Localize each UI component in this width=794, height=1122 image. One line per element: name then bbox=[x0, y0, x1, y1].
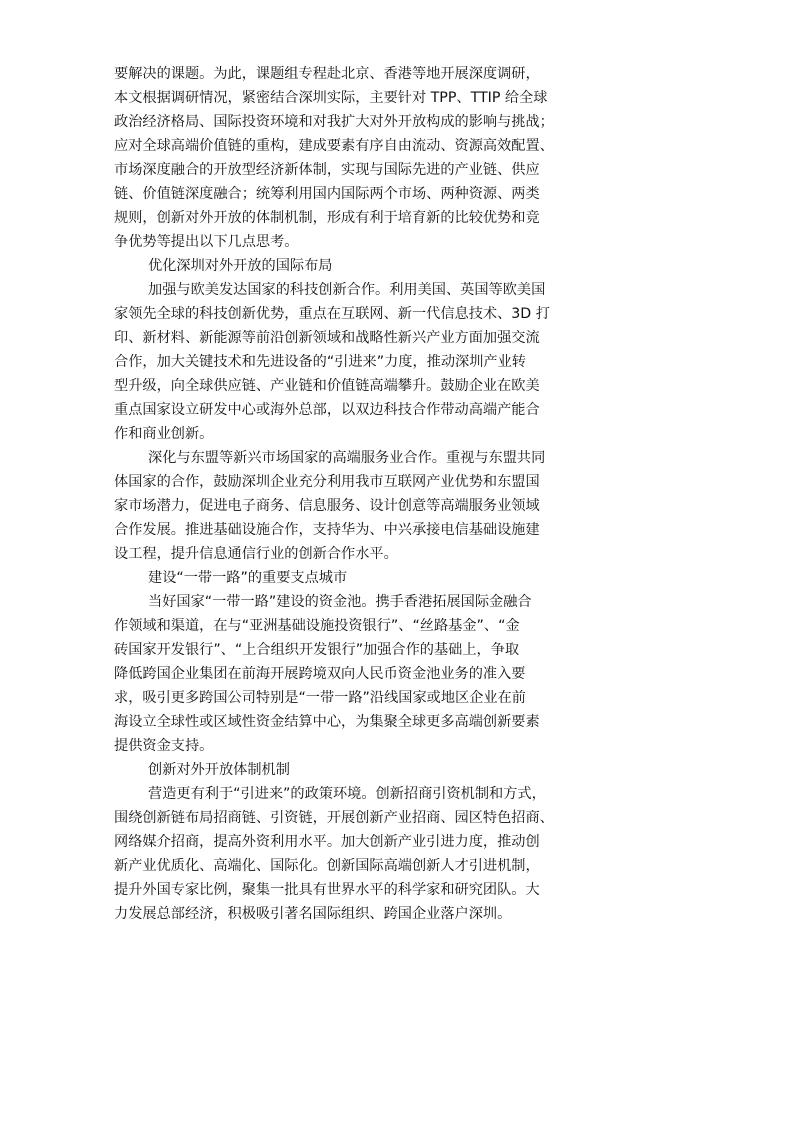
text-line: 家市场潜力，促进电子商务、信息服务、设计创意等高端服务业领域 bbox=[114, 498, 540, 514]
paragraph-start: 深化与东盟等新兴市场国家的高端服务业合作。重视与东盟共同 bbox=[148, 450, 546, 466]
text-line: 合作发展。推进基础设施合作，支持华为、中兴承接电信基础设施建 bbox=[114, 522, 540, 538]
text-line: 链、价值链深度融合；统筹利用国内国际两个市场、两种资源、两类 bbox=[114, 186, 540, 202]
text-line: 作领域和渠道，在与“亚洲基础设施投资银行”、“丝路基金”、“金 bbox=[114, 618, 520, 634]
paragraph-start: 营造更有利于“引进来”的政策环境。创新招商引资机制和方式， bbox=[148, 786, 546, 802]
text-line: 围绕创新链布局招商链、引资链，开展创新产业招商、园区特色招商、 bbox=[114, 810, 554, 826]
text-line: 作和商业创新。 bbox=[114, 426, 214, 442]
text-line: 网络媒介招商，提高外资利用水平。加大创新产业引进力度，推动创 bbox=[114, 834, 540, 850]
text-line: 提升外国专家比例，聚集一批具有世界水平的科学家和研究团队。大 bbox=[114, 882, 540, 898]
text-line: 家领先全球的科技创新优势，重点在互联网、新一代信息技术、3D 打 bbox=[114, 306, 550, 322]
text-line: 海设立全球性或区域性资金结算中心，为集聚全球更多高端创新要素 bbox=[114, 714, 540, 730]
section-heading: 建设“一带一路”的重要支点城市 bbox=[148, 570, 348, 586]
text-line: 降低跨国企业集团在前海开展跨境双向人民币资金池业务的准入要 bbox=[114, 666, 526, 682]
text-line: 应对全球高端价值链的重构，建成要素有序自由流动、资源高效配置、 bbox=[114, 138, 554, 154]
section-heading: 优化深圳对外开放的国际布局 bbox=[148, 258, 333, 274]
section-heading: 创新对外开放体制机制 bbox=[148, 762, 290, 778]
text-line: 市场深度融合的开放型经济新体制，实现与国际先进的产业链、供应 bbox=[114, 162, 540, 178]
paragraph-start: 加强与欧美发达国家的科技创新合作。利用美国、英国等欧美国 bbox=[148, 282, 546, 298]
text-line: 印、新材料、新能源等前沿创新领域和战略性新兴产业方面加强交流 bbox=[114, 330, 540, 346]
text-line: 新产业优质化、高端化、国际化。创新国际高端创新人才引进机制， bbox=[114, 858, 540, 874]
text-line: 重点国家设立研发中心或海外总部，以双边科技合作带动高端产能合 bbox=[114, 402, 540, 418]
text-line: 型升级，向全球供应链、产业链和价值链高端攀升。鼓励企业在欧美 bbox=[114, 378, 540, 394]
text-line: 体国家的合作，鼓励深圳企业充分利用我市互联网产业优势和东盟国 bbox=[114, 474, 540, 490]
text-line: 求，吸引更多跨国公司特别是“一带一路”沿线国家或地区企业在前 bbox=[114, 690, 526, 706]
text-line: 规则，创新对外开放的体制机制，形成有利于培育新的比较优势和竞 bbox=[114, 210, 540, 226]
text-line: 争优势等提出以下几点思考。 bbox=[114, 234, 299, 250]
text-line: 合作，加大关键技术和先进设备的“引进来”力度，推动深圳产业转 bbox=[114, 354, 526, 370]
document-body bbox=[114, 62, 554, 926]
text-line: 要解决的课题。为此，课题组专程赴北京、香港等地开展深度调研， bbox=[114, 66, 540, 82]
text-line: 政治经济格局、国际投资环境和对我扩大对外开放构成的影响与挑战； bbox=[114, 114, 554, 130]
text-line: 设工程，提升信息通信行业的创新合作水平。 bbox=[114, 546, 398, 562]
text-line: 力发展总部经济，积极吸引著名国际组织、跨国企业落户深圳。 bbox=[114, 906, 512, 922]
text-line: 本文根据调研情况，紧密结合深圳实际，主要针对 TPP、TTIP 给全球 bbox=[114, 90, 548, 106]
paragraph-start: 当好国家“一带一路”建设的资金池。携手香港拓展国际金融合 bbox=[148, 594, 532, 610]
text-line: 提供资金支持。 bbox=[114, 738, 214, 754]
text-line: 砖国家开发银行”、“上合组织开发银行”加强合作的基础上，争取 bbox=[114, 642, 520, 658]
